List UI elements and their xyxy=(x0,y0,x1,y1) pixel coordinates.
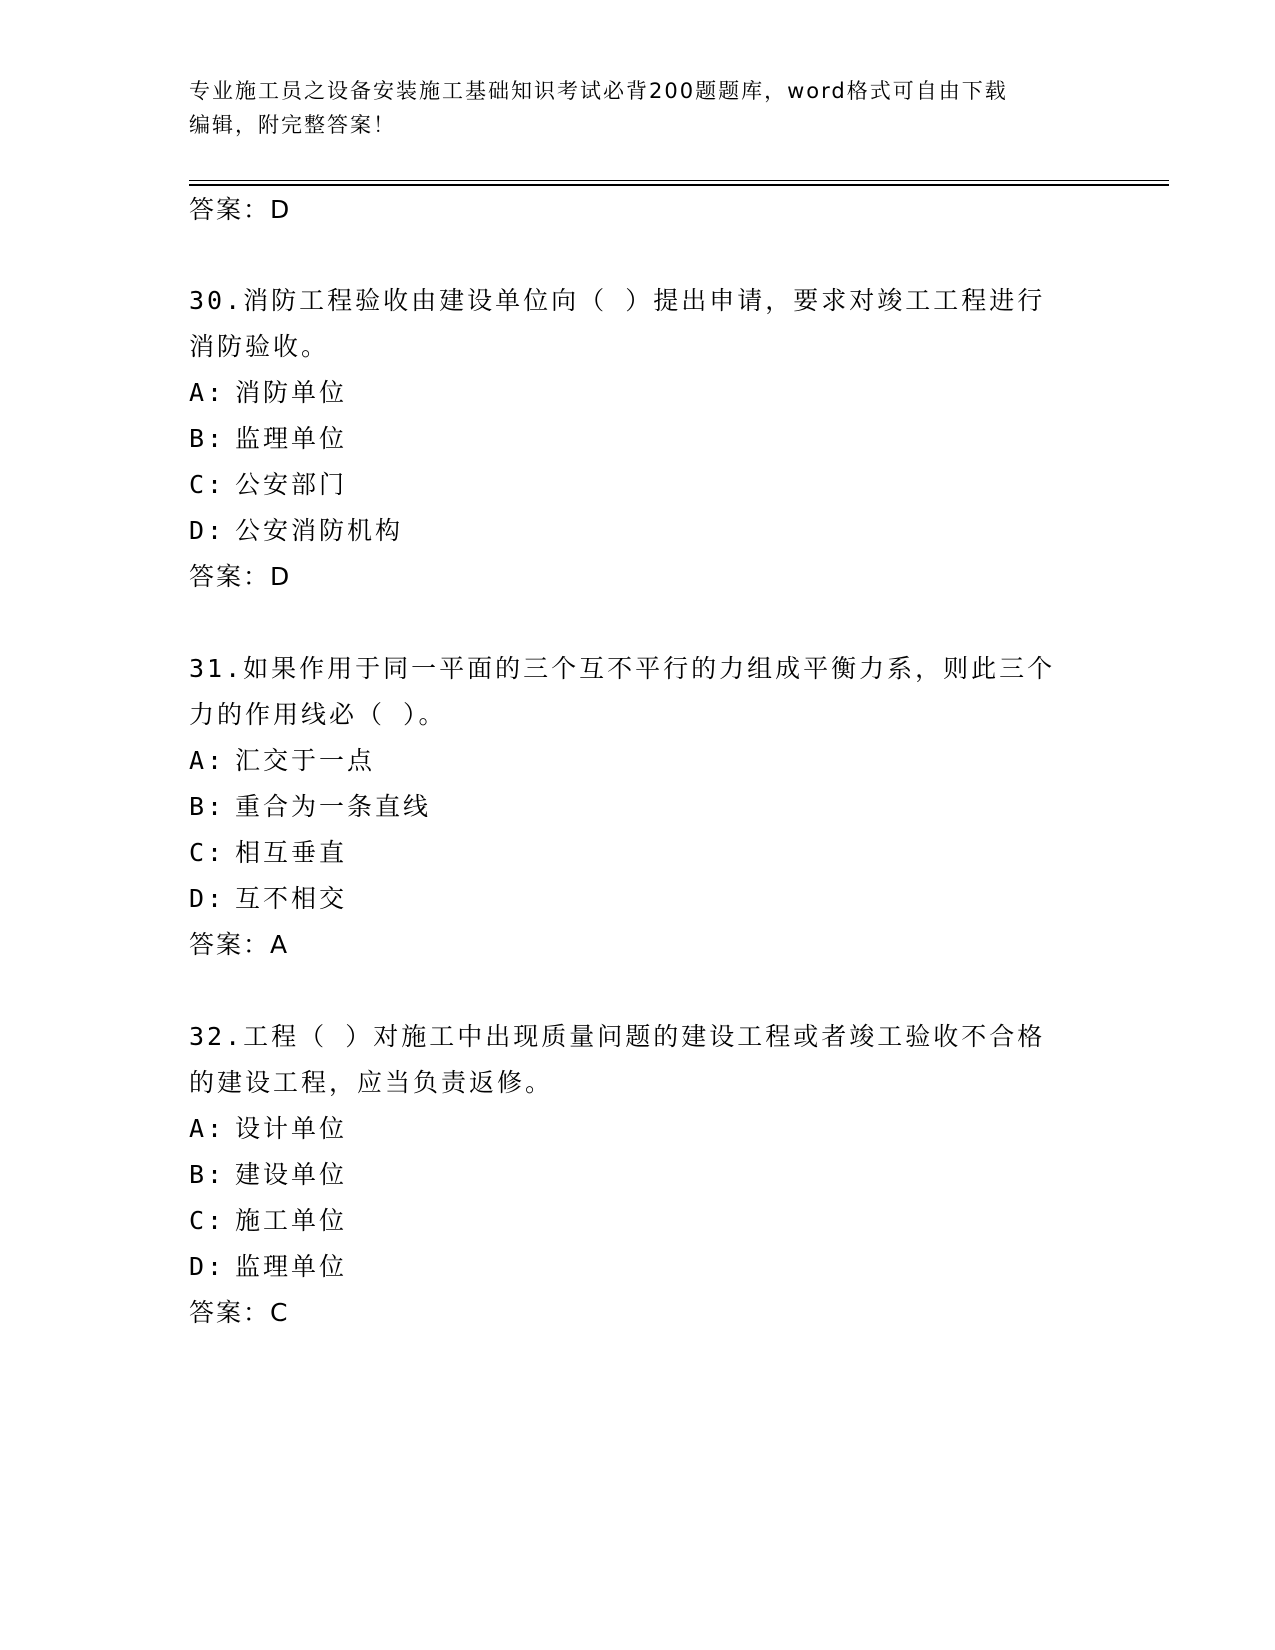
header-divider-thin xyxy=(189,180,1169,181)
option-b xyxy=(189,416,1109,462)
option-a xyxy=(189,370,1109,416)
question-stem-line-2: 力的作用线必（ ）。 xyxy=(189,700,447,729)
option-label: A: xyxy=(189,1114,226,1143)
option-label: C: xyxy=(189,1206,226,1235)
option-d xyxy=(189,876,1109,922)
question-stem-line-1: 30.消防工程验收由建设单位向（ ）提出申请，要求对竣工工程进行 xyxy=(189,286,1046,315)
question-stem-line-2: 的建设工程，应当负责返修。 xyxy=(189,1068,554,1097)
option-d xyxy=(189,1244,1109,1290)
document-header xyxy=(189,74,1089,142)
header-line-2: 编辑，附完整答案！ xyxy=(189,113,396,137)
option-text: 建设单位 xyxy=(235,1160,348,1189)
option-label: D: xyxy=(189,516,226,545)
option-c xyxy=(189,462,1109,508)
option-text: 汇交于一点 xyxy=(235,746,376,775)
option-label: B: xyxy=(189,792,226,821)
option-b xyxy=(189,1152,1109,1198)
header-line-1: 专业施工员之设备安装施工基础知识考试必背200题题库，word格式可自由下载 xyxy=(189,79,1008,103)
option-a xyxy=(189,738,1109,784)
option-text: 监理单位 xyxy=(235,1252,348,1281)
option-d xyxy=(189,508,1109,554)
option-text: 设计单位 xyxy=(235,1114,348,1143)
answer-line: 答案：A xyxy=(189,930,290,959)
previous-answer-block xyxy=(189,187,1109,233)
option-text: 监理单位 xyxy=(235,424,348,453)
option-label: D: xyxy=(189,1252,226,1281)
question-stem-line-1: 31.如果作用于同一平面的三个互不平行的力组成平衡力系，则此三个 xyxy=(189,654,1056,683)
answer-line: 答案：C xyxy=(189,1298,290,1327)
option-label: B: xyxy=(189,1160,226,1189)
question-30 xyxy=(189,278,1109,600)
option-label: D: xyxy=(189,884,226,913)
option-text: 公安部门 xyxy=(235,470,348,499)
option-label: B: xyxy=(189,424,226,453)
option-label: C: xyxy=(189,838,226,867)
option-text: 重合为一条直线 xyxy=(235,792,432,821)
question-32 xyxy=(189,1014,1109,1336)
question-31 xyxy=(189,646,1109,968)
option-text: 公安消防机构 xyxy=(235,516,404,545)
option-text: 消防单位 xyxy=(235,378,348,407)
answer-line: 答案：D xyxy=(189,562,292,591)
option-a xyxy=(189,1106,1109,1152)
answer-line: 答案：D xyxy=(189,195,292,224)
question-stem-line-2: 消防验收。 xyxy=(189,332,330,361)
option-c xyxy=(189,1198,1109,1244)
header-divider-thick xyxy=(189,184,1169,186)
question-stem-line-1: 32.工程（ ）对施工中出现质量问题的建设工程或者竣工验收不合格 xyxy=(189,1022,1046,1051)
option-text: 施工单位 xyxy=(235,1206,348,1235)
option-c xyxy=(189,830,1109,876)
option-label: C: xyxy=(189,470,226,499)
option-label: A: xyxy=(189,746,226,775)
option-b xyxy=(189,784,1109,830)
option-text: 相互垂直 xyxy=(235,838,348,867)
option-label: A: xyxy=(189,378,226,407)
option-text: 互不相交 xyxy=(235,884,348,913)
